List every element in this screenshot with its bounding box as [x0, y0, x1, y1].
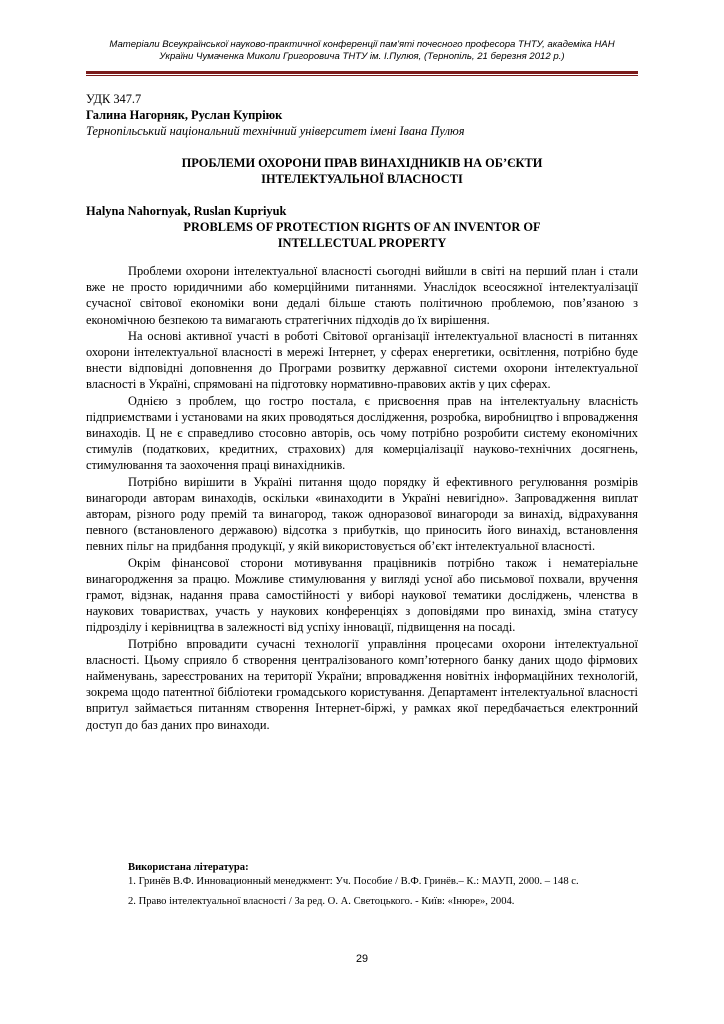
article-meta	[86, 91, 465, 139]
affiliation: Тернопільський національний технічний університет імені Івана Пулюя	[86, 124, 465, 138]
references	[86, 861, 638, 909]
title-en-line-1: PROBLEMS OF PROTECTION RIGHTS OF AN INVENTOR OF	[183, 220, 541, 234]
references-title: Використана література:	[128, 862, 249, 873]
page-number: 29	[355, 953, 368, 965]
authors-en: Halyna Nahornyak, Ruslan Kupriyuk	[86, 204, 287, 218]
paragraph: Проблеми охорони інтелектуальної власності сьогодні вийшли в світі на перший план і стали вже не просто юридичними або комерційними питаннями. Унаслідок всеосяжної інтелектуалізації сучасної світової економіки вони дедалі більше стають політичною проблемою, пов’язаною з економічною безпекою та вимагають стратегічних підходів до їх вирішення.	[86, 264, 638, 327]
title-en	[86, 219, 638, 251]
header-line-1: Матеріали Всеукраїнської науково-практичної конференції пам'яті почесного професора ТНТУ, академіка НАН	[109, 39, 615, 50]
reference-item: 1. Гринёв В.Ф. Инновационный менеджмент: Уч. Пособие / В.Ф. Гринёв.– К.: МАУП, 2000. – 148 с.	[128, 876, 579, 887]
title-en-line-2: INTELLECTUAL PROPERTY	[277, 236, 447, 250]
paragraph: Потрібно впровадити сучасні технології управління процесами охорони інтелектуальної власності. Цьому сприяло б створення централізованого комп’ютерного банку даних щодо фірмових найменувань, зареєстрованих на території України; впровадження новітніх інформаційних технологій, зокрема щодо патентної бібліотеки громадського користування. Департамент інтелектуальної власності впритул займається питанням створення Інтернет-біржі, у рамках якої передбачається електронний доступ до баз даних про винаходи.	[86, 636, 638, 732]
title-ua	[86, 155, 638, 187]
paragraph: На основі активної участі в роботі Світової організації інтелектуальної власності в питаннях охорони інтелектуальної власності в мережі Інтернет, у сферах енергетики, освітлення, потрібно буде внести відповідні доповнення до Програми розвитку державної системи охорони інтелектуальної власності в Україні, спрямовані на підготовку нормативно-правових актів у цих сферах.	[86, 328, 638, 392]
header-line-2: України Чумаченка Миколи Григоровича ТНТУ ім. І.Пулюя, (Тернопіль, 21 березня 2012 р.)	[159, 51, 565, 62]
title-ua-line-2: ІНТЕЛЕКТУАЛЬНОЇ ВЛАСНОСТІ	[261, 172, 463, 186]
udk-code: УДК 347.7	[86, 92, 142, 106]
paragraph: Окрім фінансової сторони мотивування працівників потрібно також і нематеріальне винагородження за працю. Можливе стимулювання у вигляді усної або письмової похвали, вручення грамот, відзнак, надання права самостійності у виборі наукової тематики досліджень, членства в наукових товариствах, участь у наукових конференціях з доповідями про винахід, зміна статусу підрозділу і керівництва в залежності від успіху інновації, підвищення на посаді.	[86, 555, 638, 635]
conference-header	[86, 39, 638, 63]
header-rule-thin	[86, 75, 638, 76]
paragraph: Потрібно вирішити в Україні питання щодо порядку й ефективного регулювання розмірів винагороди авторам винаходів, оскільки «винаходити в Україні невигідно». Запровадження виплат авторам, різного роду премій та винагород, також одноразової винагороди за винахід, відрахування певного (встановленого державою) відсотка з прибутків, що приносить його винахід, встановлення певних пільг на придбання продукції, у якій використовується об’єкт інтелектуальної власності.	[86, 474, 638, 554]
paragraph: Однією з проблем, що гостро постала, є присвоєння прав на інтелектуальну власність підприємствами і установами на яких проводяться дослідження, розробка, виробництво і впровадження винаходів. Ц не є справедливо стосовно авторів, ось чому потрібно розробити систему економічних стимулів (податкових, кредитних, страхових) для комерціалізації науково-технічних досягнень, стимулювання та заохочення праці винахідників.	[86, 393, 638, 473]
title-ua-line-1: ПРОБЛЕМИ ОХОРОНИ ПРАВ ВИНАХІДНИКІВ НА ОБ’ЄКТИ	[181, 156, 543, 170]
article-body	[86, 263, 638, 733]
reference-item: 2. Право інтелектуальної власності / За ред. О. А. Светоцького. - Київ: «Інюре», 2004.	[128, 896, 515, 907]
authors-ua: Галина Нагорняк, Руслан Купріюк	[86, 108, 283, 122]
header-rule-thick	[86, 71, 638, 74]
